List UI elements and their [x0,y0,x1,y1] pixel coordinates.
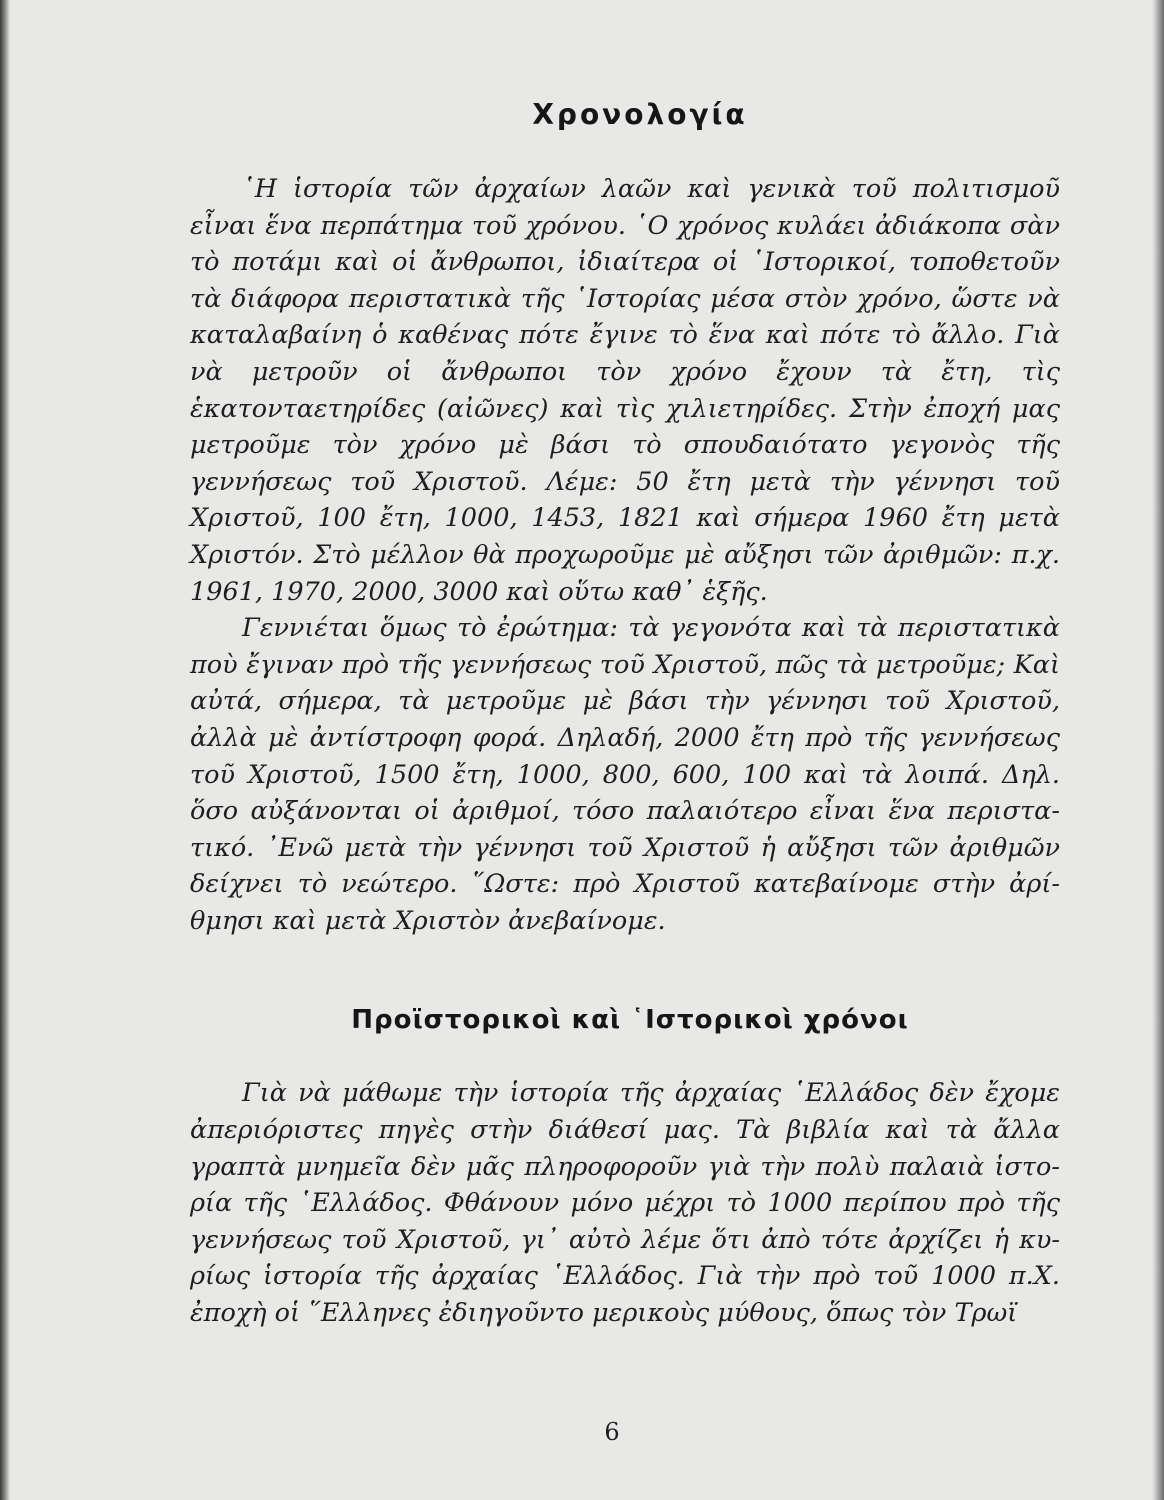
paragraph-chronology-2: Γεννιέται ὅμως τὸ ἐρώτημα: τὰ γεγονότα καὶ τὰ περιστατικὰ ποὺ ἔγιναν πρὸ τῆς γεννήσεως τοῦ Χριστοῦ, πῶς τὰ μετροῦμε; Καὶ αὐτά, σήμερα, τὰ μετροῦμε μὲ βάσι τὴν γέννησι τοῦ Χριστοῦ, ἀλλὰ μὲ ἀντίστροφη φορά. Δηλαδή, 2000 ἔτη πρὸ τῆς γεννήσεως τοῦ Χριστοῦ, 1500 ἔτη, 1000, 800, 600, 100 καὶ τὰ λοιπά. Δηλ. ὅσο αὐξάνονται οἱ ἀριθμοί, τόσο παλαιότερο εἶναι ἕνα περιστατικό. ᾽Ενῶ μετὰ τὴν γέννησι τοῦ Χριστοῦ ἡ αὔξησι τῶν ἀριθμῶν δείχνει τὸ νεώτερο. ῞Ωστε: πρὸ Χριστοῦ κατεβαίνομε στὴν ἀρίθμησι καὶ μετὰ Χριστὸν ἀνεβαίνομε. [190,613,1060,936]
paragraph-chronology-1: ῾Η ἱστορία τῶν ἀρχαίων λαῶν καὶ γενικὰ τοῦ πολιτισμοῦ εἶναι ἕνα περπάτημα τοῦ χρόνου. ῾Ο χρόνος κυλάει ἀδιάκοπα σὰν τὸ ποτάμι καὶ οἱ ἄνθρωποι, ἰδιαίτερα οἱ ῾Ιστορικοί, τοποθετοῦν τὰ διάφορα περιστατικὰ τῆς ῾Ιστορίας μέσα στὸν χρόνο, ὥστε νὰ καταλαβαίνη ὁ καθένας πότε ἔγινε τὸ ἕνα καὶ πότε τὸ ἄλλο. Γιὰ νὰ μετροῦν οἱ ἄνθρωποι τὸν χρόνο ἔχουν τὰ ἔτη, τὶς ἑκατονταετηρίδες (αἰῶνες) καὶ τὶς χιλιετηρίδες. Στὴν ἐποχή μας μετροῦμε τὸν χρόνο μὲ βάσι τὸ σπουδαιότατο γεγονὸς τῆς γεννήσεως τοῦ Χριστοῦ. Λέμε: 50 ἔτη μετὰ τὴν γέννησι τοῦ Χριστοῦ, 100 ἔτη, 1000, 1453, 1821 καὶ σήμερα 1960 ἔτη μετὰ Χριστόν. Στὸ μέλλον θὰ προχωροῦμε μὲ αὔξησι τῶν ἀριθμῶν: π.χ. 1961, 1970, 2000, 3000 καὶ οὕτω καθ᾽ ἑξῆς. [190,174,1060,607]
page-binding-shadow [0,0,10,1500]
page-number: 6 [604,1418,620,1446]
book-page [190,98,1060,1332]
section-title-prehistoric: Προϊστορικοὶ καὶ ῾Ιστορικοὶ χρόνοι [351,1005,909,1036]
paragraph-prehistoric-1: Γιὰ νὰ μάθωμε τὴν ἱστορία τῆς ἀρχαίας ῾Ελλάδος δὲν ἔχομε ἀπεριόριστες πηγὲς στὴν διάθεσί μας. Τὰ βιβλία καὶ τὰ ἄλλα γραπτὰ μνημεῖα δὲν μᾶς πληροφοροῦν γιὰ τὴν πολὺ παλαιὰ ἱστορία τῆς ῾Ελλάδος. Φθάνουν μόνο μέχρι τὸ 1000 περίπου πρὸ τῆς γεννήσεως τοῦ Χριστοῦ, γι᾽ αὐτὸ λέμε ὅτι ἀπὸ τότε ἀρχίζει ἡ κυρίως ἱστορία τῆς ἀρχαίας ῾Ελλάδος. Γιὰ τὴν πρὸ τοῦ 1000 π.Χ. ἐποχὴ οἱ ῞Ελληνες ἐδιηγοῦντο μερικοὺς μύθους, ὅπως τὸν Τρωϊ [190,1078,1060,1329]
chapter-title: Χρονολογία [532,98,748,131]
page-edge-shadow [1152,0,1164,1500]
